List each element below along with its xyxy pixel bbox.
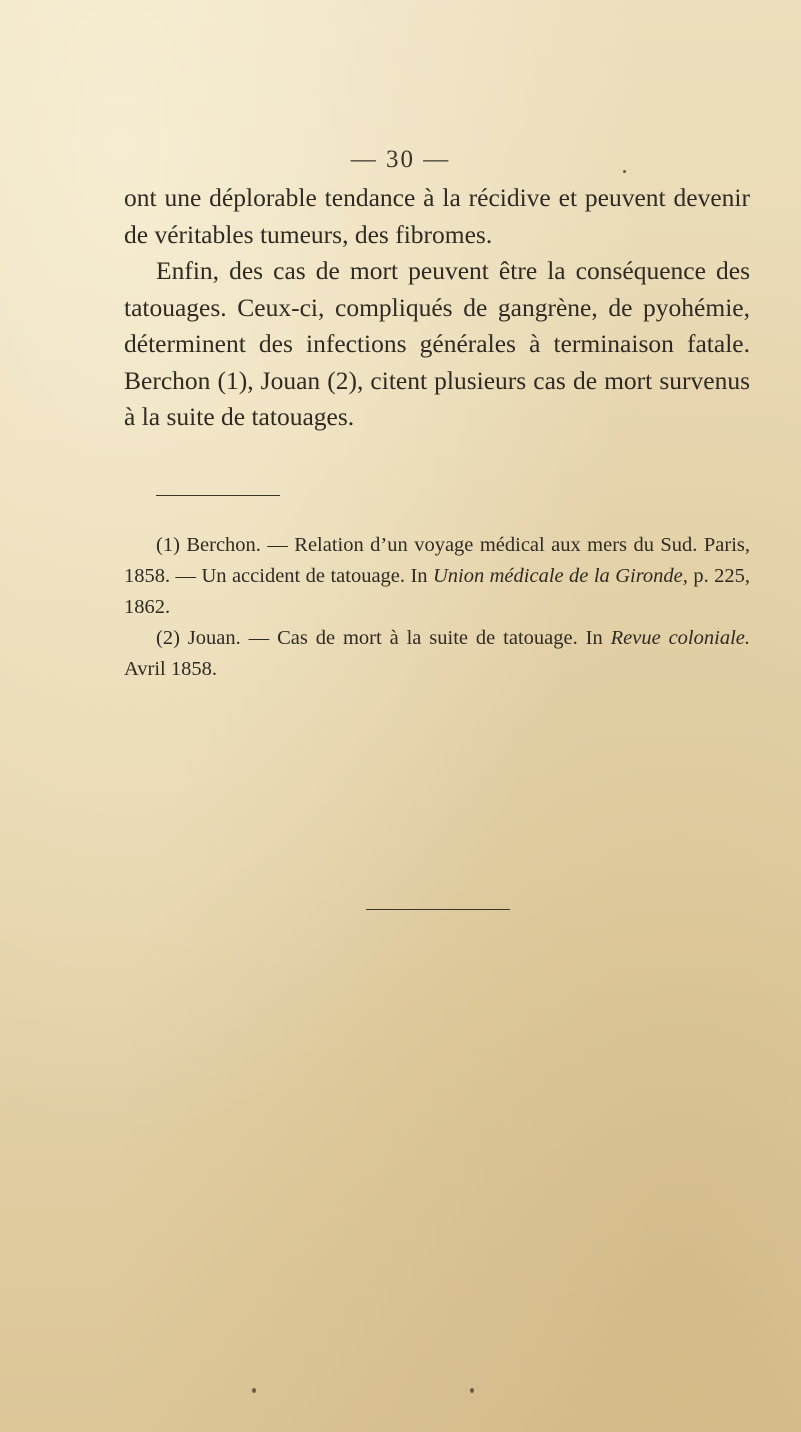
footnote-separator: [156, 495, 280, 496]
main-text: [124, 180, 750, 436]
paragraph-death-cases: Enfin, des cas de mort peuvent être la conséquence des tatouages. Ceux-ci, compliqués de gangrène, de pyohémie, déterminent des infections générales à terminaison fatale. Berchon (1), Jouan (2), citent plusieurs cas de mort survenus à la suite de tatouages.: [124, 256, 750, 431]
paragraph-continuation: ont une déplorable tendance à la récidive et peuvent devenir de véritables tumeurs, des fibromes.: [124, 183, 750, 249]
footnote-1: [124, 530, 750, 623]
footnote-2-tail: Avril 1858.: [124, 658, 218, 680]
footnote-2-lead: (2) Jouan. — Cas de mort à la suite de tatouage. In: [156, 627, 611, 649]
page-number: — 30 —: [350, 146, 451, 173]
paper-speck: [470, 1388, 474, 1393]
footnote-1-tail: p. 225, 1862.: [124, 565, 750, 618]
footnote-1-journal: Union médicale de la Gironde,: [432, 565, 688, 587]
paper-speck: [623, 170, 626, 173]
footnote-2: [124, 623, 750, 685]
footnotes: [124, 530, 750, 685]
end-rule: [366, 909, 510, 910]
footnote-2-journal: Revue coloniale.: [610, 627, 750, 649]
footnote-1-lead: (1) Berchon. — Relation d’un voyage médical aux mers du Sud. Paris, 1858. — Un accident de tatouage. In: [124, 534, 750, 587]
paper-speck: [252, 1388, 256, 1393]
